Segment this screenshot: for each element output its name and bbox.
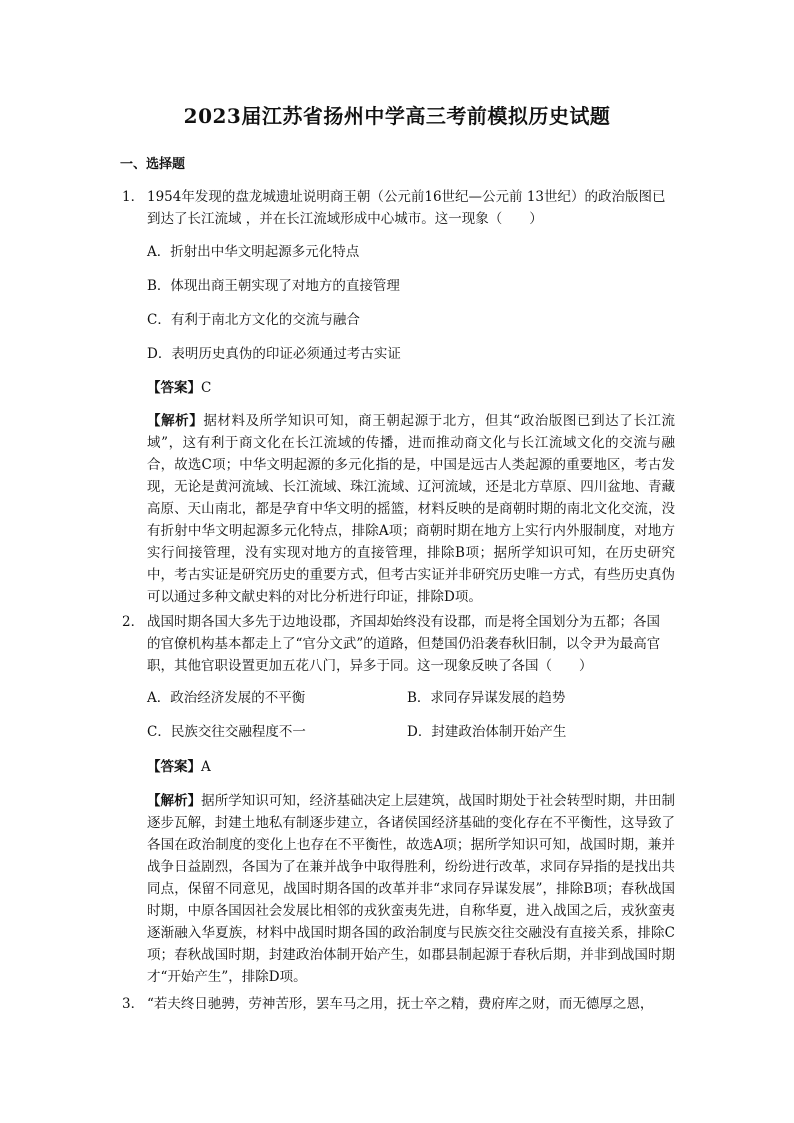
explanation-label: 【解析】 — [147, 793, 202, 809]
question-number: 3． — [122, 996, 145, 1012]
option-b: B．体现出商王朝实现了对地方的直接管理 — [147, 278, 400, 294]
answer-value: A — [201, 759, 211, 775]
question-2 — [122, 611, 670, 677]
section-heading: 一、选择题 — [120, 157, 186, 172]
question-3 — [122, 993, 682, 1015]
option-a: A．折射出中华文明起源多元化特点 — [147, 244, 360, 260]
explanation — [147, 410, 675, 608]
answer-line — [147, 757, 211, 777]
explanation-text: 据所学知识可知，经济基础决定上层建筑，战国时期处于社会转型时期，井田制逐步瓦解，封建土地私有制逐步建立，各诸侯国经济基础的变化存在不平衡性，这导致了各国在政治制度的变化上也存在不平衡性，故选A项；据所学知识可知，战国时期，兼并战争日益剧烈，各国为了在兼并战争中取得胜利，纷纷进行改革，求同存异指的是找出共同点，保留不同意见，战国时期各国的改革并非“求同存异谋发展”，排除B项；春秋战国时期，中原各国因社会发展比相邻的戎狄蛮夷先进，自称华夏，进入战国之后，戎狄蛮夷逐渐融入华夏族，材料中战国时期各国的政治制度与民族交往交融没有直接关系，排除C项；春秋战国时期，封建政治体制开始产生，如郡县制起源于春秋后期，并非到战国时期才“开始产生”，排除D项。 — [147, 793, 676, 985]
option-c: C．有利于南北方文化的交流与融合 — [147, 312, 360, 328]
explanation-text: 据材料及所学知识可知，商王朝起源于北方，但其“政治版图已到达了长江流域”，这有利于商文化在长江流域的传播，进而推动商文化与长江流域文化的交流与融合，故选C项；中华文明起源的多元化指的是，中国是远古人类起源的重要地区，考古发现，无论是黄河流域、长江流域、珠江流域、辽河流域，还是北方草原、四川盆地、青藏高原、天山南北，都是孕育中华文明的摇篮，材料反映的是商朝时期的南北文化交流，没有折射中华文明起源多元化特点，排除A项；商朝时期在地方上实行内外服制度，对地方实行间接管理，没有实现对地方的直接管理，排除B项；据所学知识可知，在历史研究中，考古实证是研究历史的重要方式，但考古实证并非研究历史唯一方式，有些历史真伪可以通过多种文献史料的对比分析进行印证，排除D项。 — [147, 413, 676, 605]
explanation — [147, 790, 675, 988]
answer-label: 【答案】 — [147, 380, 201, 396]
explanation-label: 【解析】 — [147, 413, 204, 429]
option-a: A．政治经济发展的不平衡 — [147, 690, 306, 706]
option-c: C．民族交往交融程度不一 — [147, 724, 306, 740]
question-1 — [122, 186, 670, 230]
question-number: 2． — [122, 614, 145, 630]
question-number: 1． — [122, 189, 145, 205]
question-stem: 战国时期各国大多先于边地设郡，齐国却始终没有设郡，而是将全国划分为五都；各国的官僚机构基本都走上了“官分文武”的道路，但楚国仍沿袭春秋旧制，以令尹为最高官职，其他官职设置更加五花八门，异多于同。这一现象反映了各国（ ） — [147, 614, 661, 674]
question-stem: 1954年发现的盘龙城遗址说明商王朝（公元前16世纪—公元前 13世纪）的政治版图已到达了长江流域 ，并在长江流域形成中心城市。这一现象（ ） — [147, 189, 666, 227]
answer-line — [147, 378, 211, 398]
answer-label: 【答案】 — [147, 759, 201, 775]
page-title: 2023届江苏省扬州中学高三考前模拟历史试题 — [183, 104, 611, 128]
option-b: B．求同存异谋发展的趋势 — [407, 690, 566, 706]
question-stem: “若夫终日驰骋，劳神苦形，罢车马之用，抚士卒之精，费府库之财，而无德厚之恩， — [147, 996, 654, 1012]
option-d: D．封建政治体制开始产生 — [407, 724, 567, 740]
answer-value: C — [201, 380, 212, 396]
option-d: D．表明历史真伪的印证必须通过考古实证 — [147, 346, 401, 362]
